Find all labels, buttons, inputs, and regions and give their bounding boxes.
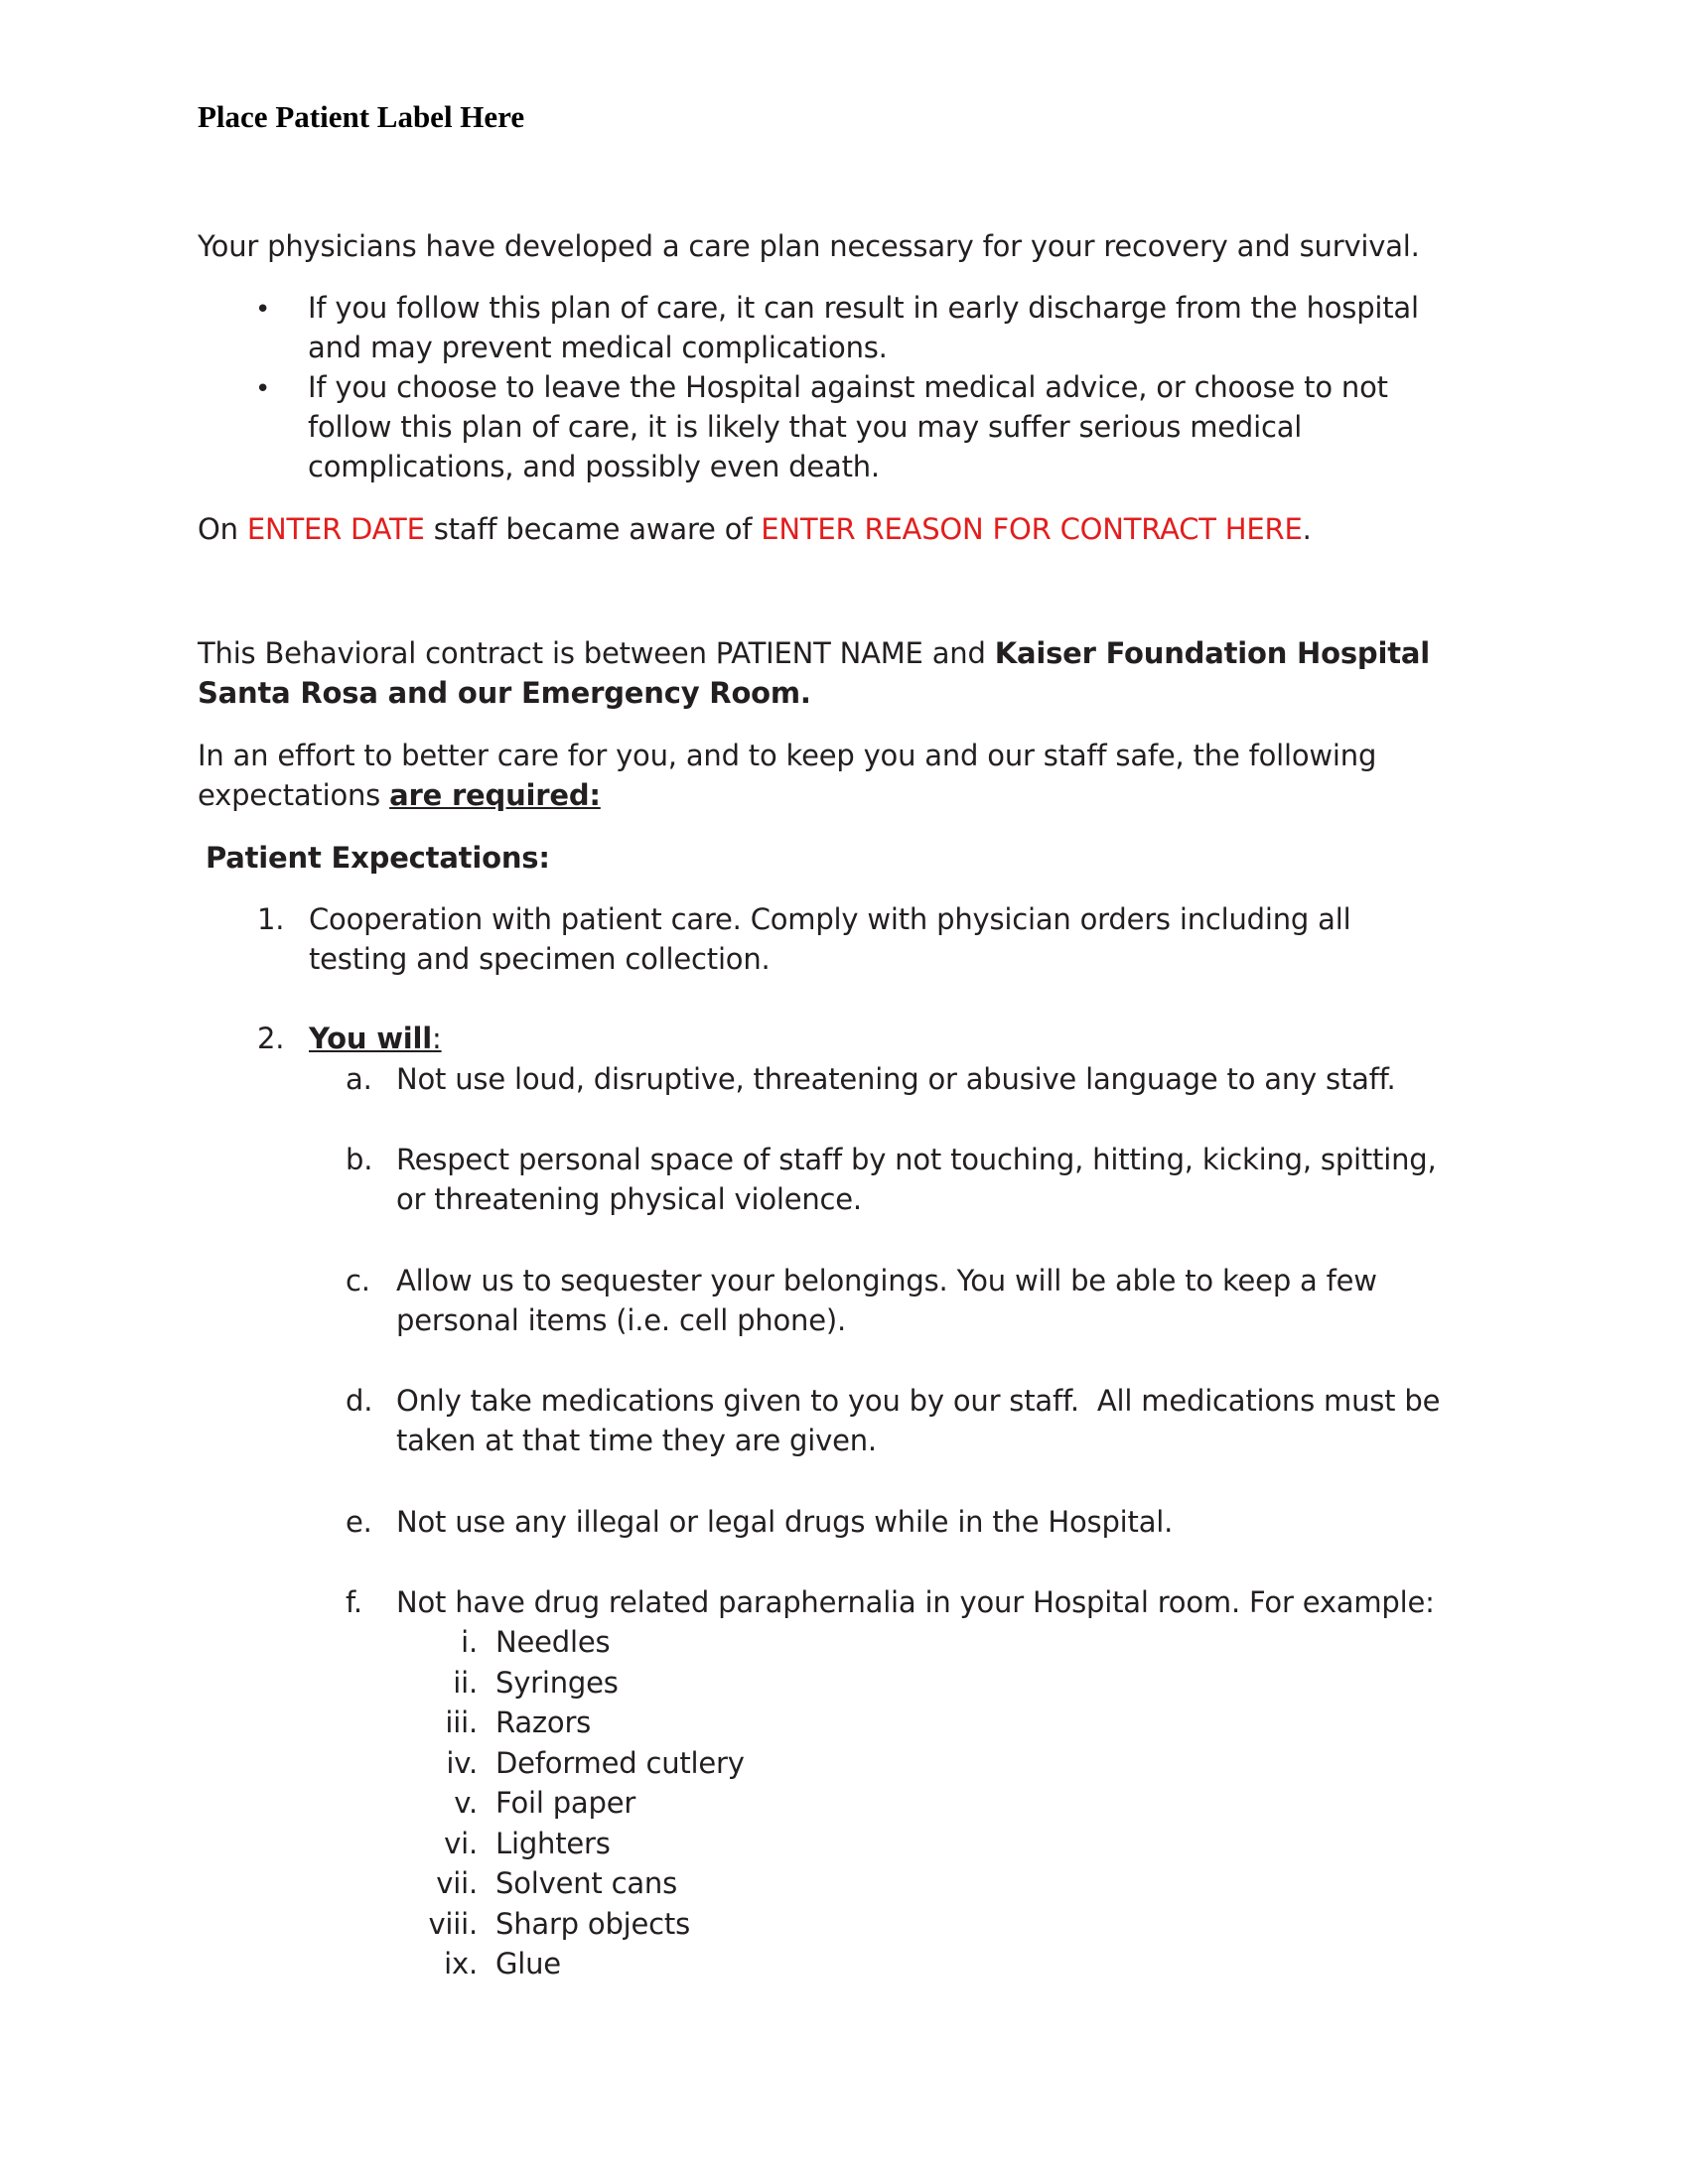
bullet-1-text <box>308 288 1479 367</box>
example-sharp-objects: Sharp objects <box>495 1907 690 1941</box>
example-numeral: vi. <box>444 1827 478 1860</box>
example-razors: Razors <box>495 1706 592 1739</box>
example-numeral: ix. <box>444 1947 478 1980</box>
example-lighters: Lighters <box>495 1827 611 1860</box>
effort-paragraph <box>198 736 1488 815</box>
awareness-suffix: . <box>1302 512 1312 546</box>
example-numeral: v. <box>454 1786 478 1820</box>
example-glue: Glue <box>495 1947 561 1980</box>
bullet-icon: • <box>255 374 271 404</box>
subitem-a-letter: a. <box>346 1062 372 1096</box>
bullet-icon: • <box>255 295 271 325</box>
example-numeral: iv. <box>446 1746 478 1780</box>
awareness-prefix: On <box>198 512 247 546</box>
item-2-heading <box>309 1019 1480 1058</box>
bullet-1-line-2: and may prevent medical complications. <box>308 331 888 364</box>
subitem-c-line-1: Allow us to sequester your belongings. You will be able to keep a few <box>396 1264 1377 1297</box>
example-needles: Needles <box>495 1625 611 1659</box>
effort-line-1: In an effort to better care for you, and to keep you and our staff safe, the following <box>198 739 1377 772</box>
subitem-d-line-1: Only take medications given to you by our staff. All medications must be <box>396 1384 1441 1418</box>
subitem-a-text <box>396 1059 1508 1099</box>
subitem-d-text <box>396 1381 1508 1460</box>
example-syringes: Syringes <box>495 1666 619 1700</box>
effort-line-2-prefix: expectations <box>198 778 390 812</box>
patient-label-title: Place Patient Label Here <box>198 99 525 134</box>
subitem-f-text <box>396 1582 1508 1622</box>
subitem-f-letter: f. <box>346 1585 362 1619</box>
subitem-e-text <box>396 1502 1508 1542</box>
date-placeholder: ENTER DATE <box>246 512 425 546</box>
document-page <box>198 0 1488 2184</box>
example-numeral: viii. <box>428 1907 478 1941</box>
contract-party-line-1: Kaiser Foundation Hospital <box>994 636 1430 670</box>
contract-paragraph <box>198 633 1488 713</box>
subitem-b-line-1: Respect personal space of staff by not touching, hitting, kicking, spitting, <box>396 1143 1437 1176</box>
subitem-f-line-1: Not have drug related paraphernalia in your Hospital room. For example: <box>396 1585 1435 1619</box>
example-solvent-cans: Solvent cans <box>495 1866 677 1900</box>
reason-placeholder: ENTER REASON FOR CONTRACT HERE <box>761 512 1303 546</box>
contract-prefix: This Behavioral contract is between PATIENT NAME and <box>198 636 995 670</box>
example-numeral: vii. <box>436 1866 478 1900</box>
bullet-2-line-3: complications, and possibly even death. <box>308 450 880 483</box>
example-deformed-cutlery: Deformed cutlery <box>495 1746 745 1780</box>
subitem-e-line-1: Not use any illegal or legal drugs while in the Hospital. <box>396 1505 1174 1539</box>
you-will-colon: : <box>432 1022 442 1055</box>
subitem-c-letter: c. <box>346 1264 370 1297</box>
subitem-c-line-2: personal items (i.e. cell phone). <box>396 1303 846 1337</box>
awareness-middle: staff became aware of <box>424 512 762 546</box>
you-will-heading: You will <box>309 1022 433 1055</box>
required-emphasis: are required: <box>389 778 601 812</box>
example-foil-paper: Foil paper <box>495 1786 636 1820</box>
bullet-2-text <box>308 367 1479 486</box>
example-numeral: iii. <box>445 1706 478 1739</box>
item-1-number: 1. <box>257 902 285 936</box>
bullet-2-line-1: If you choose to leave the Hospital against medical advice, or choose to not <box>308 370 1388 404</box>
subitem-c-text <box>396 1261 1508 1340</box>
example-numeral: ii. <box>453 1666 478 1700</box>
awareness-sentence <box>198 509 1312 549</box>
subitem-d-line-2: taken at that time they are given. <box>396 1424 877 1457</box>
item-1-text <box>309 899 1480 979</box>
item-1-line-1: Cooperation with patient care. Comply with physician orders including all <box>309 902 1351 936</box>
bullet-1-line-1: If you follow this plan of care, it can result in early discharge from the hospital <box>308 291 1419 325</box>
subitem-e-letter: e. <box>346 1505 372 1539</box>
subitem-b-letter: b. <box>346 1143 373 1176</box>
contract-party-line-2: Santa Rosa and our Emergency Room. <box>198 676 811 710</box>
item-1-line-2: testing and specimen collection. <box>309 942 771 976</box>
item-2-number: 2. <box>257 1022 285 1055</box>
example-numeral: i. <box>461 1625 478 1659</box>
bullet-2-line-2: follow this plan of care, it is likely that you may suffer serious medical <box>308 410 1303 444</box>
subitem-a-line-1: Not use loud, disruptive, threatening or abusive language to any staff. <box>396 1062 1396 1096</box>
expectations-heading: Patient Expectations: <box>206 841 550 875</box>
subitem-d-letter: d. <box>346 1384 373 1418</box>
intro-paragraph: Your physicians have developed a care plan necessary for your recovery and survival. <box>198 229 1420 263</box>
subitem-b-line-2: or threatening physical violence. <box>396 1182 862 1216</box>
subitem-b-text <box>396 1140 1508 1219</box>
